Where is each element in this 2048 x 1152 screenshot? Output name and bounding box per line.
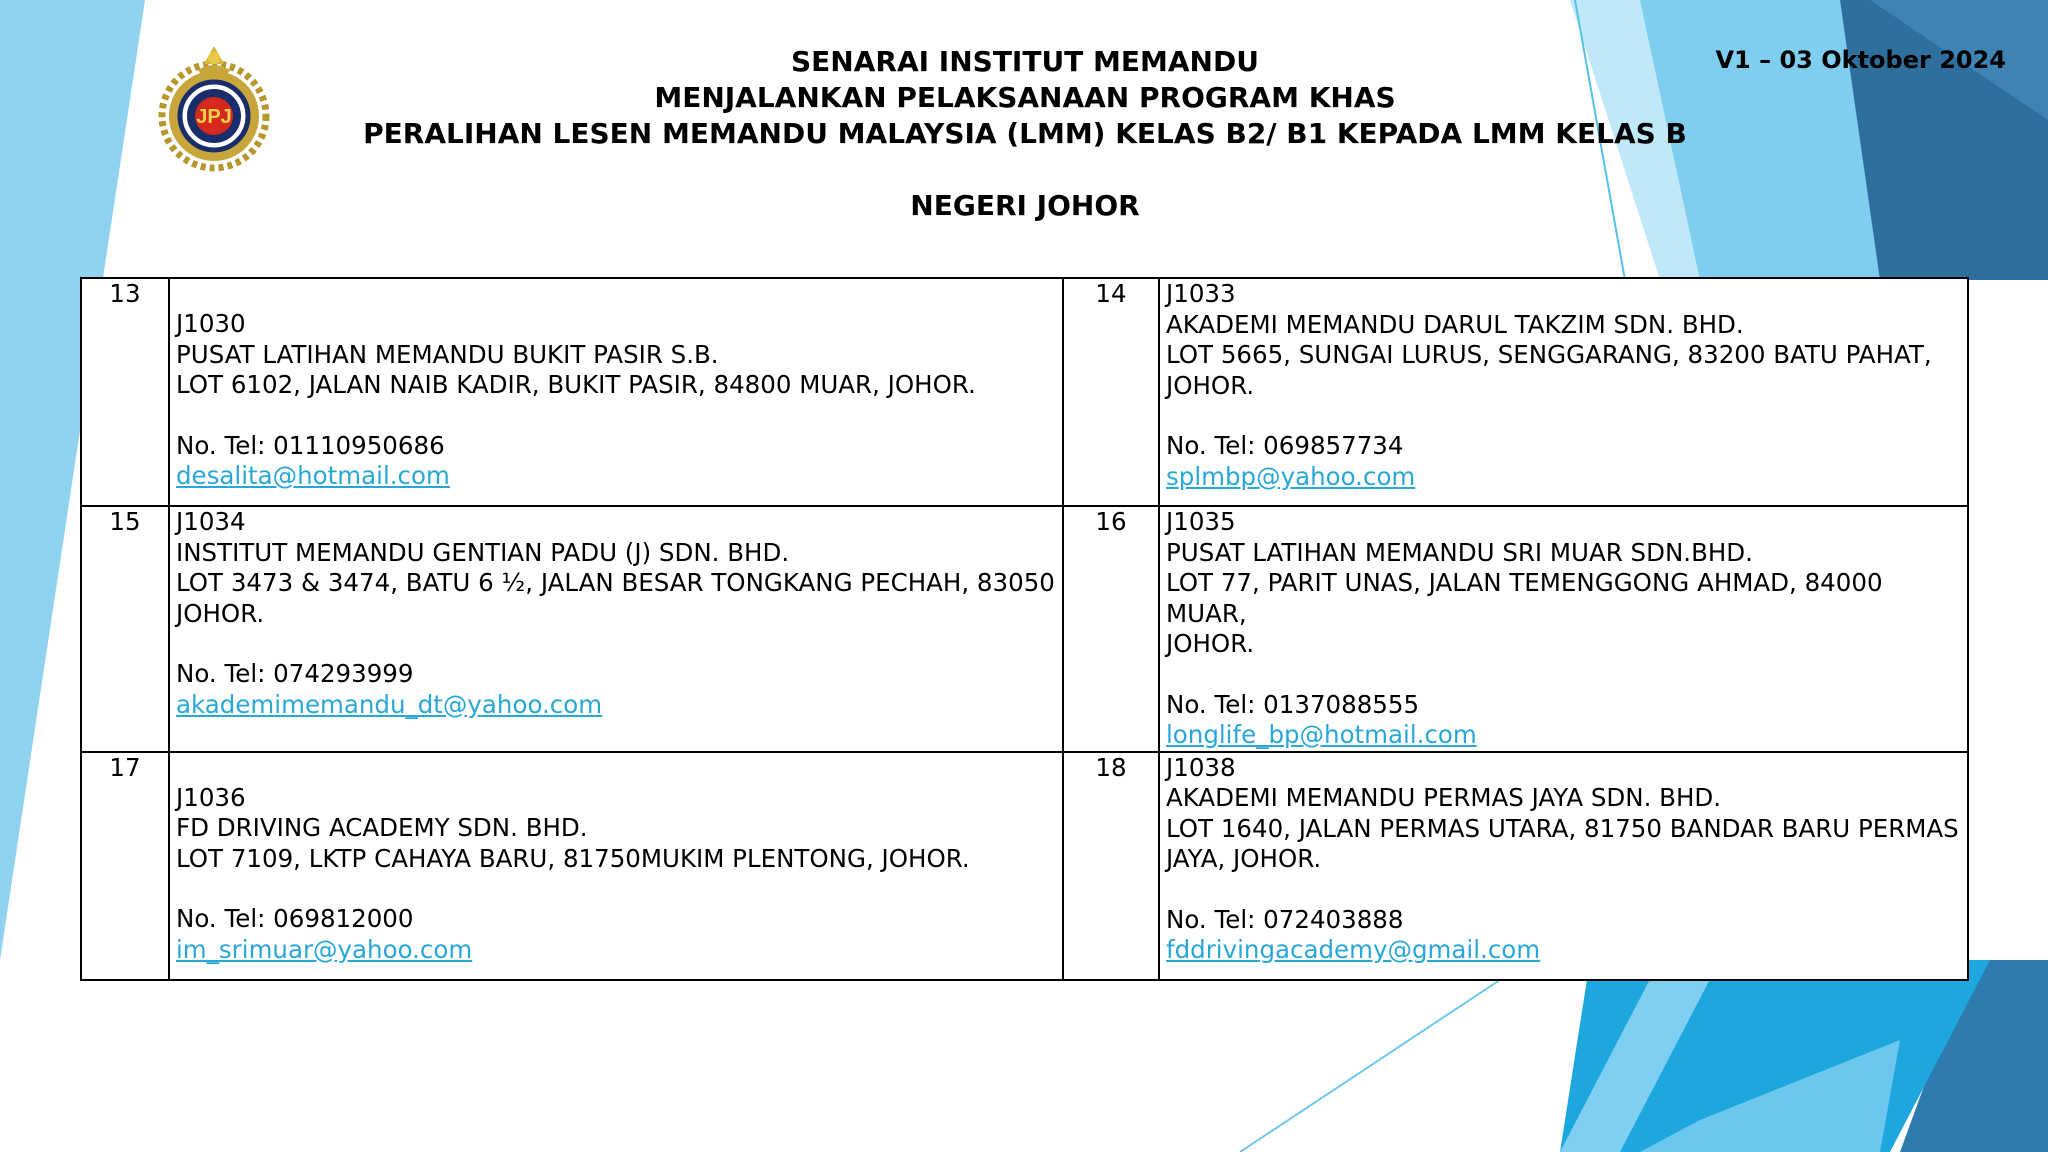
institute-email-link[interactable]: longlife_bp@hotmail.com bbox=[1166, 720, 1477, 749]
institute-code: J1030 bbox=[176, 309, 246, 338]
svg-text:JPJ: JPJ bbox=[196, 106, 232, 128]
institute-address: JOHOR. bbox=[1166, 629, 1255, 658]
institute-name: PUSAT LATIHAN MEMANDU SRI MUAR SDN.BHD. bbox=[1166, 537, 1753, 567]
institute-entry bbox=[1159, 278, 1968, 506]
institute-name: AKADEMI MEMANDU PERMAS JAYA SDN. BHD. bbox=[1166, 783, 1722, 812]
institute-entry bbox=[169, 278, 1063, 506]
institute-address: LOT 77, PARIT UNAS, JALAN TEMENGGONG AHMAD, 84000 MUAR, bbox=[1166, 568, 1891, 628]
institute-phone: No. Tel: 01110950686 bbox=[176, 430, 445, 460]
institute-code: J1036 bbox=[176, 782, 246, 812]
institute-address: JAYA, JOHOR. bbox=[1166, 844, 1322, 873]
table-row bbox=[81, 506, 1968, 752]
document-title bbox=[360, 44, 1690, 152]
spacer bbox=[1166, 875, 1961, 905]
institute-entry bbox=[169, 752, 1063, 980]
table-row bbox=[81, 752, 1968, 980]
spacer bbox=[176, 753, 1056, 783]
institute-entry bbox=[169, 506, 1063, 752]
institute-address: LOT 7109, LKTP CAHAYA BARU, 81750MUKIM PLENTONG, JOHOR. bbox=[176, 843, 970, 873]
institute-phone: No. Tel: 074293999 bbox=[176, 659, 414, 688]
spacer bbox=[176, 629, 1056, 659]
title-line-2: MENJALANKAN PELAKSANAAN PROGRAM KHAS bbox=[654, 81, 1396, 114]
title-line-3: PERALIHAN LESEN MEMANDU MALAYSIA (LMM) KELAS B2/ B1 KEPADA LMM KELAS B bbox=[363, 117, 1687, 150]
institute-email-link[interactable]: desalita@hotmail.com bbox=[176, 461, 450, 490]
institute-email-link[interactable]: akademimemandu_dt@yahoo.com bbox=[176, 689, 603, 719]
entry-number: 16 bbox=[1063, 506, 1159, 752]
state-heading: NEGERI JOHOR bbox=[910, 189, 1140, 222]
institute-code: J1033 bbox=[1166, 279, 1236, 308]
institute-name: FD DRIVING ACADEMY SDN. BHD. bbox=[176, 813, 588, 842]
spacer bbox=[176, 874, 1056, 904]
entry-number: 14 bbox=[1063, 278, 1159, 506]
institute-name: AKADEMI MEMANDU DARUL TAKZIM SDN. BHD. bbox=[1166, 309, 1744, 339]
entry-number: 17 bbox=[81, 752, 169, 980]
institute-address: JOHOR. bbox=[1166, 370, 1255, 400]
institute-email-link[interactable]: fddrivingacademy@gmail.com bbox=[1166, 935, 1541, 964]
spacer bbox=[1166, 660, 1961, 690]
spacer bbox=[176, 401, 1056, 431]
institute-address: LOT 1640, JALAN PERMAS UTARA, 81750 BANDAR BARU PERMAS bbox=[1166, 813, 1959, 843]
institute-address: LOT 6102, JALAN NAIB KADIR, BUKIT PASIR, 84800 MUAR, JOHOR. bbox=[176, 370, 976, 399]
institute-table bbox=[80, 277, 1969, 981]
version-label: V1 – 03 Oktober 2024 bbox=[1715, 46, 2006, 74]
institute-address: JOHOR. bbox=[176, 598, 265, 628]
entry-number: 13 bbox=[81, 278, 169, 506]
spacer bbox=[176, 279, 1056, 309]
entry-number: 15 bbox=[81, 506, 169, 752]
institute-entry bbox=[1159, 506, 1968, 752]
jpj-logo bbox=[146, 40, 282, 172]
institute-name: INSTITUT MEMANDU GENTIAN PADU (J) SDN. BHD. bbox=[176, 537, 790, 567]
institute-phone: No. Tel: 069857734 bbox=[1166, 431, 1404, 460]
institute-code: J1034 bbox=[176, 507, 246, 536]
institute-code: J1038 bbox=[1166, 752, 1236, 782]
table-row bbox=[81, 278, 1968, 506]
entry-number: 18 bbox=[1063, 752, 1159, 980]
institute-phone: No. Tel: 069812000 bbox=[176, 904, 414, 933]
institute-email-link[interactable]: splmbp@yahoo.com bbox=[1166, 461, 1416, 491]
institute-address: LOT 3473 & 3474, BATU 6 ½, JALAN BESAR TONGKANG PECHAH, 83050 bbox=[176, 568, 1055, 597]
institute-email-link[interactable]: im_srimuar@yahoo.com bbox=[176, 934, 473, 964]
spacer bbox=[1166, 401, 1961, 431]
title-line-1: SENARAI INSTITUT MEMANDU bbox=[791, 45, 1259, 78]
institute-code: J1035 bbox=[1166, 507, 1236, 536]
institute-phone: No. Tel: 0137088555 bbox=[1166, 689, 1420, 719]
institute-phone: No. Tel: 072403888 bbox=[1166, 904, 1404, 934]
institute-name: PUSAT LATIHAN MEMANDU BUKIT PASIR S.B. bbox=[176, 339, 719, 369]
institute-entry bbox=[1159, 752, 1968, 980]
institute-address: LOT 5665, SUNGAI LURUS, SENGGARANG, 83200 BATU PAHAT, bbox=[1166, 340, 1932, 369]
